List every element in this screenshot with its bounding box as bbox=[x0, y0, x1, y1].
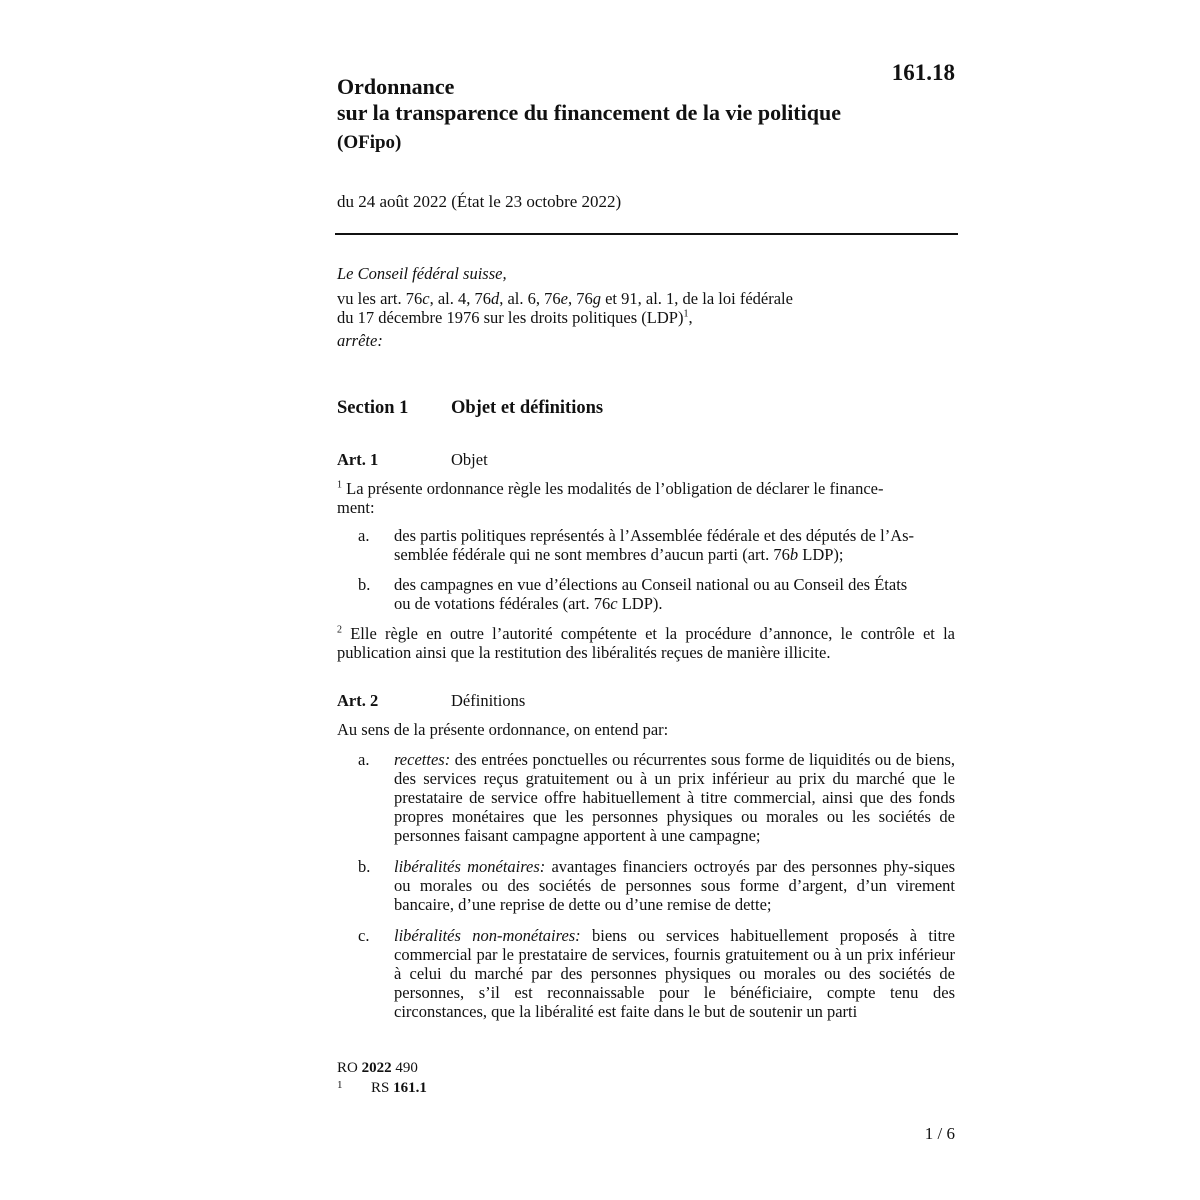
paragraph: $^2$ Elle règle en outre l’autorité compétente et la procédure d’annonce, le contrôle et la publication ainsi que la restitution des libéralités reçues de manière illicite. bbox=[337, 624, 955, 662]
footnote-ref[interactable]: 1 bbox=[683, 308, 689, 320]
paragraph: $^1$ La présente ordonnance règle les modalités de l’obligation de déclarer le finance- ment: bbox=[337, 479, 884, 517]
section-title: Objet et définitions bbox=[451, 398, 604, 418]
footnotes bbox=[337, 1058, 427, 1098]
footnote: 1 RS 161.1 bbox=[337, 1079, 427, 1096]
title-line-2: sur la transparence du financement de la vie politique bbox=[337, 100, 841, 125]
page-number: 1 / 6 bbox=[924, 1124, 955, 1143]
article-heading bbox=[337, 691, 525, 711]
list-item: c. libéralités non-monétaires: biens ou services habituellement proposés à titre commercial par le prestataire de services, fournis gratuitement ou à un prix inférieur à celui du marché par des personnes physiques ou morales ou des sociétés de personnes, s’il est reconnaissable pour le bénéficiaire, compte tenu des circonstances, que la libéralité est faite dans le but de soutenir un parti bbox=[358, 926, 955, 1021]
header-divider bbox=[335, 233, 958, 235]
article-title: Objet bbox=[451, 450, 488, 469]
list-item: b. libéralités monétaires: avantages financiers octroyés par des personnes phy-siques ou morales ou des sociétés de personnes sous forme d’argent, d’un virement bancaire, d’une reprise de dette ou d’une remise de dette; bbox=[358, 857, 955, 914]
preamble-authority: Le Conseil fédéral suisse, bbox=[337, 264, 507, 283]
title-line-1: Ordonnance bbox=[337, 74, 455, 99]
title-abbreviation: (OFipo) bbox=[337, 132, 402, 153]
preamble bbox=[337, 264, 957, 350]
article-number: Art. 2 bbox=[337, 691, 379, 710]
list-item: a. des partis politiques représentés à l’Assemblée fédérale et des députés de l’As- semblée fédérale qui ne sont membres d’aucun parti (art. 76b LDP); bbox=[358, 526, 915, 564]
article-title: Définitions bbox=[451, 691, 526, 710]
article-number: Art. 1 bbox=[337, 450, 379, 469]
list-item: a. recettes: des entrées ponctuelles ou récurrentes sous forme de liquidités ou de biens, des services reçus gratuitement ou à un prix inférieur au prix du marché que le prestataire de service offre habituellement à titre commercial, ainsi que des fonds propres monétaires que les personnes physiques ou morales ou les sociétés de personnes faisant campagne apportent à une campagne; bbox=[358, 750, 955, 845]
sr-number: 161.18 bbox=[891, 60, 955, 85]
title-block bbox=[337, 74, 897, 156]
ro-reference: RO 2022 490 bbox=[337, 1060, 418, 1076]
date-line: du 24 août 2022 (État le 23 octobre 2022) bbox=[337, 192, 622, 211]
section-heading bbox=[337, 398, 603, 419]
preamble-decision: arrête: bbox=[337, 331, 383, 350]
list-item: b. des campagnes en vue d’élections au Conseil national ou au Conseil des États ou de votations fédérales (art. 76c LDP). bbox=[358, 575, 908, 613]
preamble-legal-basis: vu les art. 76c, al. 4, 76d, al. 6, 76e, 76g et 91, al. 1, de la loi fédérale du 17 décembre 1976 sur les droits politiques (LDP)$^1$, bbox=[337, 289, 793, 327]
section-label: Section 1 bbox=[337, 398, 409, 418]
paragraph: Au sens de la présente ordonnance, on entend par: bbox=[337, 720, 669, 739]
article-heading bbox=[337, 450, 488, 470]
